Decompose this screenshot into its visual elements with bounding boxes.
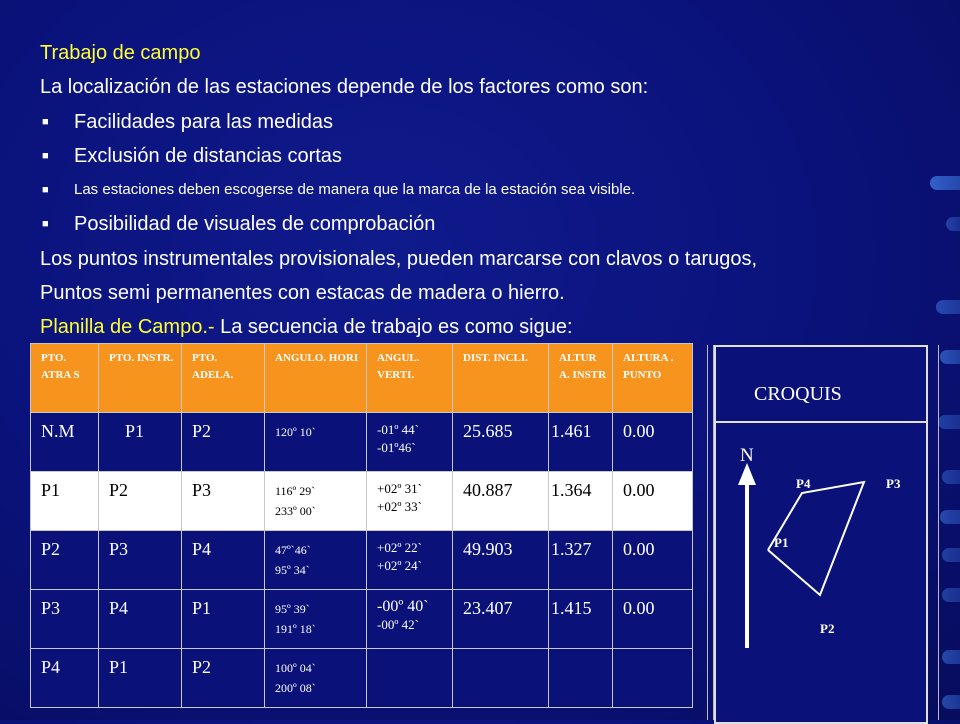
header-angul-verti: ANGUL. VERTI. [367,344,453,413]
bullet-icon: ■ [42,115,49,128]
north-arrow-icon [738,463,756,485]
cell-alt-punto: 0.00 [613,590,693,649]
header-angulo-hori: ANGULO. HORI [265,344,367,413]
decorative-bar [942,650,960,664]
cell-instr: P2 [99,472,182,531]
cell-ang-hori: 95º 39` 191º 18` [265,590,367,649]
cell-adel: P3 [182,472,265,531]
table-row [31,590,693,649]
table-row [31,649,693,708]
header-altura-instr: ALTUR A. INSTR [549,344,613,413]
table-row [31,413,693,472]
cell-ang-verti: -00º 40` -00º 42` [367,590,453,649]
cell-atras: P4 [31,649,99,708]
cell-alt-instr: 1.461 [549,413,613,472]
cell-dist: 25.685 [453,413,549,472]
slide-heading: Trabajo de campo [40,42,201,64]
decorative-bar [946,217,960,231]
cell-alt-instr [549,649,613,708]
cell-ang-verti: +02º 31` +02º 33` [367,472,453,531]
table-divider [707,345,714,720]
cell-dist [453,649,549,708]
cell-alt-instr: 1.415 [549,590,613,649]
cell-alt-instr: 1.364 [549,472,613,531]
cell-atras: P2 [31,531,99,590]
decorative-bar [942,588,960,602]
bullet-item: ■ Exclusión de distancias cortas [40,139,940,173]
cell-adel: P1 [182,590,265,649]
croquis-sketch [716,423,926,718]
table-header-row [31,344,693,413]
bullet-item: ■ Las estaciones deben escogerse de manera que la marca de la estación sea visible. [40,173,940,207]
planilla-text: La secuencia de trabajo es como sigue: [214,316,573,339]
cell-instr: P1 [99,413,182,472]
cell-dist: 40.887 [453,472,549,531]
paragraph-2: Puntos semi permanentes con estacas de madera o hierro. [40,282,565,305]
table-row [31,531,693,590]
croquis-panel [714,345,928,724]
cell-alt-punto: 0.00 [613,472,693,531]
decorative-bar [942,548,960,562]
bullet-item: ■ Facilidades para las medidas [40,105,940,139]
cell-ang-verti: +02º 22` +02º 24` [367,531,453,590]
cell-adel: P4 [182,531,265,590]
intro-text: La localización de las estaciones depende de los factores como son: [40,76,649,99]
table-outer-border [938,345,939,720]
header-altura-punto: ALTURA . PUNTO [613,344,693,413]
decorative-bar [938,415,960,429]
cell-alt-instr: 1.327 [549,531,613,590]
point-label-p2: P2 [820,621,835,636]
cell-instr: P4 [99,590,182,649]
cell-adel: P2 [182,413,265,472]
decorative-bar [942,470,960,484]
table-row [31,472,693,531]
cell-ang-hori: 47º`46` 95º 34` [265,531,367,590]
cell-ang-hori: 120º 10` [265,413,367,472]
header-pto-adela: PTO. ADELA. [182,344,265,413]
croquis-title: CROQUIS [754,383,842,405]
field-notes-table [30,343,693,708]
planilla-label: Planilla de Campo.- [40,316,215,339]
point-label-p1: P1 [774,535,789,550]
point-label-p3: P3 [886,476,901,491]
bullet-icon: ■ [42,149,49,162]
header-pto-instr: PTO. INSTR. [99,344,182,413]
croquis-title-cell [716,347,926,423]
paragraph-1: Los puntos instrumentales provisionales, pueden marcarse con clavos o tarugos, [40,247,758,270]
cell-atras: N.M [31,413,99,472]
cell-instr: P3 [99,531,182,590]
point-label-p4: P4 [796,476,811,491]
cell-instr: P1 [99,649,182,708]
decorative-bar [940,510,960,524]
decorative-bar [942,695,960,709]
cell-alt-punto: 0.00 [613,531,693,590]
decorative-bar [940,350,960,364]
cell-ang-verti: -01º 44` -01º46` [367,413,453,472]
slide-text [40,36,940,345]
cell-adel: P2 [182,649,265,708]
cell-dist: 49.903 [453,531,549,590]
cell-atras: P1 [31,472,99,531]
cell-dist: 23.407 [453,590,549,649]
cell-alt-punto [613,649,693,708]
cell-ang-verti [367,649,453,708]
bullet-item: ■ Posibilidad de visuales de comprobación [40,207,940,241]
bullet-icon: ■ [42,184,49,197]
cell-atras: P3 [31,590,99,649]
header-pto-atras: PTO. ATRA S [31,344,99,413]
cell-ang-hori: 100º 04` 200º 08` [265,649,367,708]
cell-alt-punto: 0.00 [613,413,693,472]
header-dist-incli: DIST. INCLI. [453,344,549,413]
north-label: N [740,445,754,466]
cell-ang-hori: 116º 29` 233º 00` [265,472,367,531]
bullet-icon: ■ [42,218,49,231]
planilla-line [40,310,940,344]
